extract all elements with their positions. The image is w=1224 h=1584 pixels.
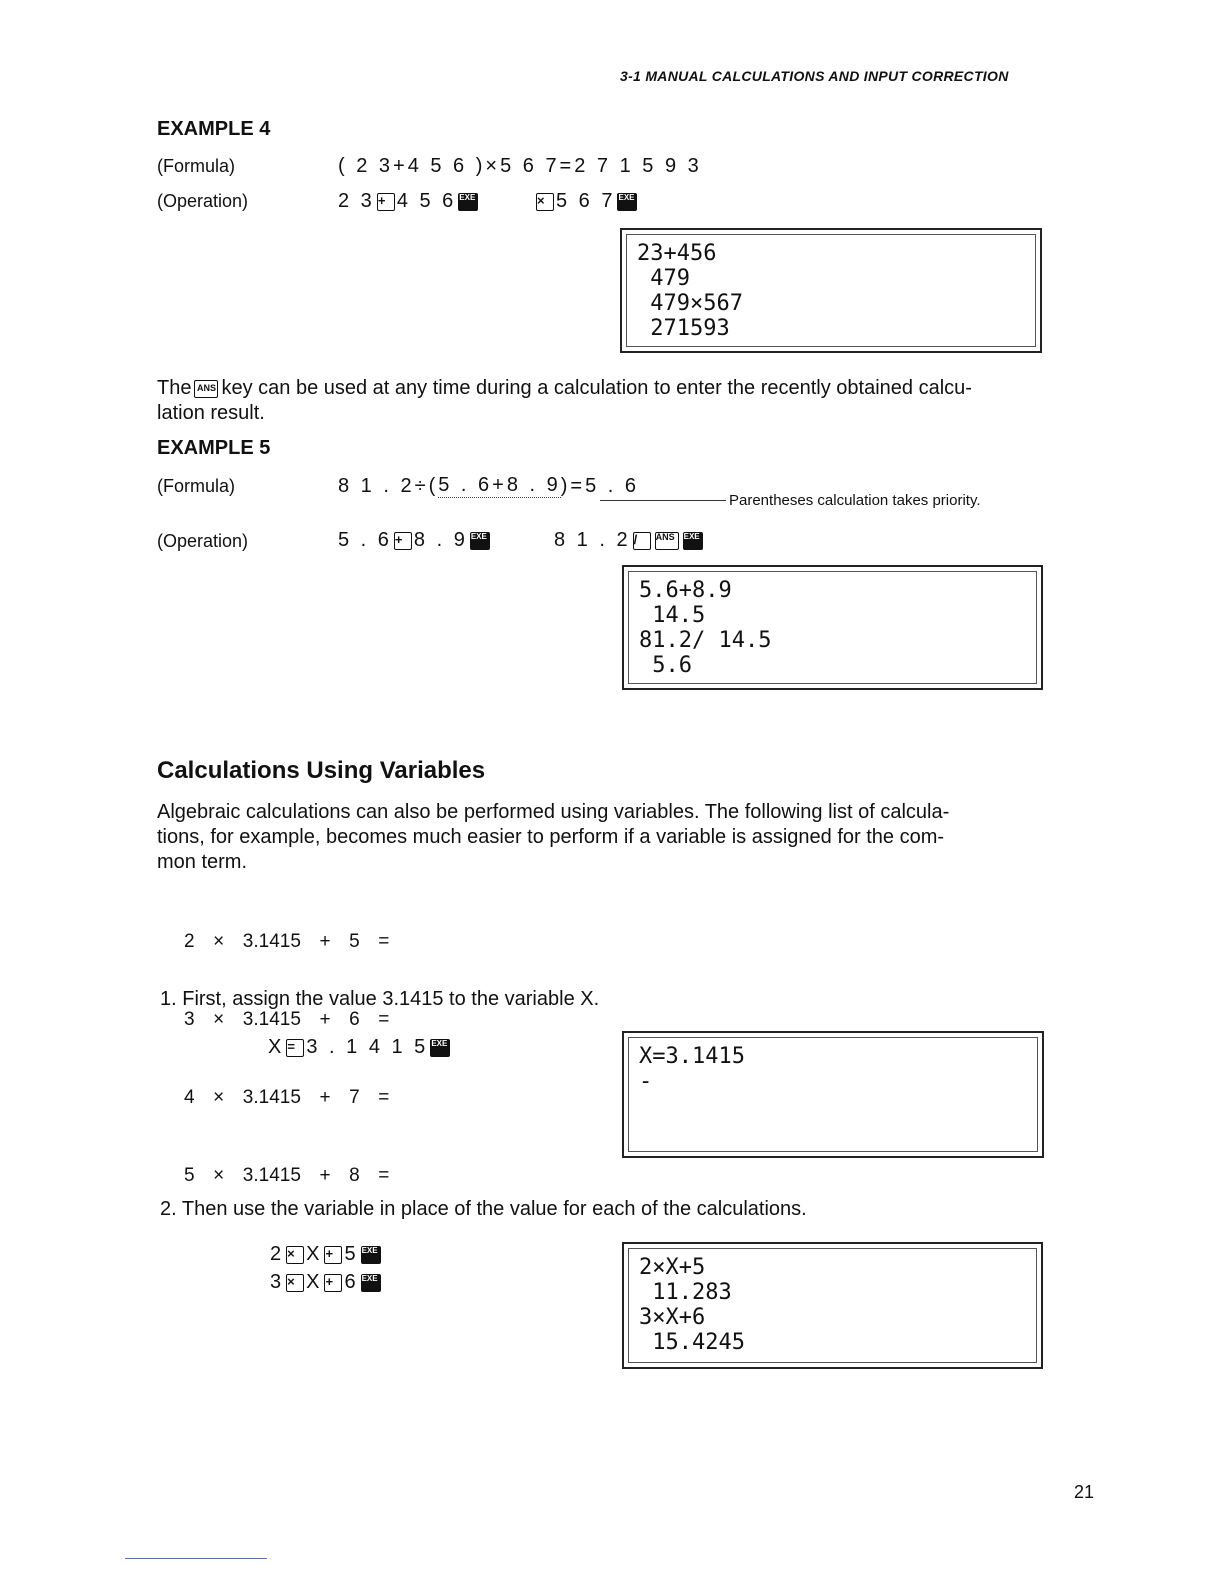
example-4-operation-label: (Operation) <box>157 191 249 211</box>
step-1-display <box>622 1031 1044 1158</box>
plus-key-icon: + <box>377 193 395 211</box>
formula-parenthesized: 5 . 6+8 . 9 <box>438 474 561 496</box>
example-5-display <box>622 565 1043 690</box>
plus-key-icon: + <box>394 532 412 550</box>
op-variable: X <box>306 1243 323 1265</box>
op-variable: X <box>306 1271 323 1293</box>
calc-list-item: 2 × 3.1415 + 5 = <box>184 931 390 952</box>
step-2-operation-2 <box>270 1271 383 1294</box>
ans-key-icon: ANS <box>655 532 679 550</box>
op-variable: X <box>268 1036 285 1058</box>
equals-key-icon: = <box>286 1039 304 1057</box>
op-digits: 3 . 1 4 1 5 <box>306 1036 429 1058</box>
step-1: 1. First, assign the value 3.1415 to the variable X. <box>160 988 600 1010</box>
display-line: 271593 <box>637 316 730 341</box>
exe-key-icon: EXE <box>683 532 703 550</box>
step-2: 2. Then use the variable in place of the value for each of the calculations. <box>160 1198 807 1220</box>
display-line: 5.6 <box>639 653 692 678</box>
ans-text-middle: key can be used at any time during a calculation to enter the recently obtained calcu- <box>221 377 972 399</box>
exe-key-icon: EXE <box>361 1274 381 1292</box>
example-5-formula <box>338 474 639 498</box>
intro-line: mon term. <box>157 851 248 873</box>
multiply-key-icon: × <box>286 1246 304 1264</box>
display-line: 23+456 <box>637 241 717 266</box>
example-5-formula-label: (Formula) <box>157 476 236 496</box>
op-digits: 2 3 <box>338 190 375 212</box>
display-line: - <box>639 1069 653 1094</box>
op-digits: 8 . 9 <box>413 529 468 551</box>
op-digits: 4 5 6 <box>396 190 457 212</box>
op-digits: 5 <box>344 1243 359 1265</box>
calc-list-item: 4 × 3.1415 + 7 = <box>184 1087 390 1108</box>
page-number: 21 <box>1073 1482 1094 1502</box>
display-line: X=3.1415 <box>639 1044 745 1069</box>
intro-line: Algebraic calculations can also be performed using variables. The following list of calcula- <box>157 801 950 823</box>
exe-key-icon: EXE <box>470 532 490 550</box>
example-5-operation-label: (Operation) <box>157 531 249 551</box>
example-4-operation-2 <box>534 190 639 213</box>
example-4-formula: ( 2 3+4 5 6 )×5 6 7=2 7 1 5 9 3 <box>338 155 702 177</box>
section-title: Calculations Using Variables <box>157 757 486 784</box>
display-line: 5.6+8.9 <box>639 578 732 603</box>
formula-part: 8 1 . 2÷( <box>338 474 439 497</box>
intro-line: tions, for example, becomes much easier to perform if a variable is assigned for the com- <box>157 826 945 848</box>
example-5-note: Parentheses calculation takes priority. <box>729 492 981 509</box>
ans-text-start: The <box>157 377 192 399</box>
display-line: 3×X+6 <box>639 1305 706 1330</box>
display-line: 15.4245 <box>639 1330 745 1355</box>
step-2-operation-1 <box>270 1243 383 1266</box>
calc-list-item: 5 × 3.1415 + 8 = <box>184 1165 390 1186</box>
ans-key-icon: ANS <box>194 380 218 398</box>
plus-key-icon: + <box>324 1246 342 1264</box>
display-line: 14.5 <box>639 603 706 628</box>
exe-key-icon: EXE <box>617 193 637 211</box>
op-digits: 5 6 7 <box>556 190 616 212</box>
calc-list-item: 3 × 3.1415 + 6 = <box>184 1009 390 1030</box>
step-1-operation <box>268 1036 452 1059</box>
exe-key-icon: EXE <box>430 1039 450 1057</box>
display-line: 81.2/ 14.5 <box>639 628 772 653</box>
formula-part: )=5 . 6 <box>560 474 640 497</box>
multiply-key-icon: × <box>536 193 554 211</box>
example-4-display <box>620 228 1042 353</box>
ans-paragraph <box>157 376 1042 426</box>
display-line: 11.283 <box>639 1280 732 1305</box>
plus-key-icon: + <box>324 1274 342 1292</box>
display-line: 479×567 <box>637 291 743 316</box>
example-4-title: EXAMPLE 4 <box>157 118 271 140</box>
display-line: 2×X+5 <box>639 1255 706 1280</box>
running-header: 3-1 MANUAL CALCULATIONS AND INPUT CORRECTION <box>620 68 1009 84</box>
exe-key-icon: EXE <box>361 1246 381 1264</box>
op-digits: 6 <box>344 1271 359 1293</box>
example-5-operation-1 <box>338 529 492 552</box>
example-4-formula-label: (Formula) <box>157 156 236 176</box>
op-digits: 3 <box>270 1271 285 1293</box>
op-digits: 8 1 . 2 <box>554 529 631 551</box>
op-digits: 2 <box>270 1243 285 1265</box>
variables-intro <box>157 800 1042 875</box>
exe-key-icon: EXE <box>458 193 478 211</box>
multiply-key-icon: × <box>286 1274 304 1292</box>
display-line: 479 <box>637 266 690 291</box>
divide-key-icon: / <box>633 532 651 550</box>
step-2-display <box>622 1242 1043 1369</box>
note-leader-line <box>600 500 726 501</box>
op-digits: 5 . 6 <box>338 529 392 551</box>
footer-rule <box>125 1558 267 1559</box>
example-5-title: EXAMPLE 5 <box>157 437 271 459</box>
example-4-operation-1 <box>338 190 480 213</box>
ans-text-end: lation result. <box>157 402 265 424</box>
example-5-operation-2 <box>554 529 705 552</box>
